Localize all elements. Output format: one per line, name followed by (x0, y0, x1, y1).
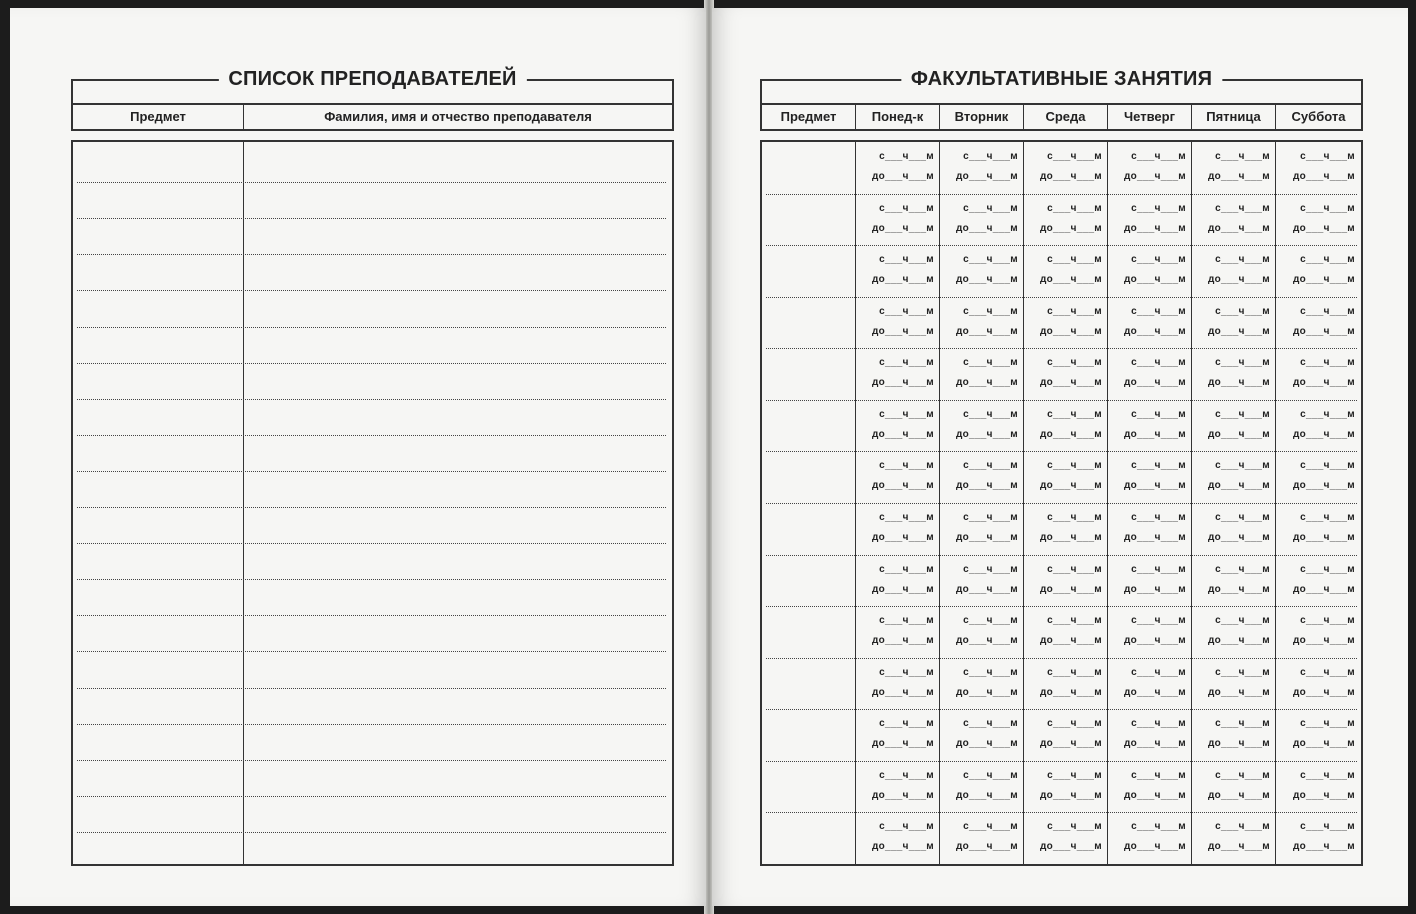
time-slot[interactable] (1024, 142, 1107, 194)
time-slot[interactable] (1108, 451, 1191, 503)
teachers-row-line (77, 399, 666, 400)
electives-col-subject: Предмет (762, 105, 856, 129)
time-from: с___ч___м (963, 460, 1018, 471)
time-slot[interactable] (1024, 555, 1107, 607)
time-from: с___ч___м (1300, 409, 1355, 420)
time-to: до___ч___м (1207, 790, 1270, 801)
time-slot[interactable] (1024, 658, 1107, 710)
time-slot[interactable] (1192, 503, 1275, 555)
time-slot[interactable] (940, 606, 1023, 658)
teachers-col-name: Фамилия, имя и отчество преподавателя (324, 109, 592, 124)
time-to: до___ч___м (955, 738, 1018, 749)
time-to: до___ч___м (1207, 377, 1270, 388)
time-slot[interactable] (940, 245, 1023, 297)
time-slot[interactable] (1108, 606, 1191, 658)
time-slot[interactable] (856, 348, 939, 400)
electives-col-wednesday: Среда (1024, 105, 1108, 129)
teachers-col-subject: Предмет (73, 105, 244, 129)
time-slot[interactable] (856, 297, 939, 349)
time-from: с___ч___м (1300, 512, 1355, 523)
time-from: с___ч___м (1131, 203, 1186, 214)
time-slot[interactable] (940, 555, 1023, 607)
time-slot[interactable] (1108, 142, 1191, 194)
time-slot[interactable] (856, 451, 939, 503)
time-to: до___ч___м (871, 429, 934, 440)
time-from: с___ч___м (1300, 151, 1355, 162)
time-to: до___ч___м (1292, 377, 1355, 388)
time-from: с___ч___м (963, 203, 1018, 214)
time-from: с___ч___м (1215, 203, 1270, 214)
electives-col-friday: Пятница (1192, 105, 1276, 129)
time-from: с___ч___м (1215, 718, 1270, 729)
time-to: до___ч___м (1039, 480, 1102, 491)
time-to: до___ч___м (1123, 274, 1186, 285)
time-slot[interactable] (1192, 451, 1275, 503)
time-from: с___ч___м (1047, 460, 1102, 471)
time-to: до___ч___м (955, 635, 1018, 646)
time-to: до___ч___м (1292, 635, 1355, 646)
time-to: до___ч___м (1123, 480, 1186, 491)
time-to: до___ч___м (1123, 841, 1186, 852)
electives-col-thursday: Четверг (1108, 105, 1192, 129)
time-to: до___ч___м (871, 480, 934, 491)
time-from: с___ч___м (1215, 615, 1270, 626)
time-slot[interactable] (1024, 400, 1107, 452)
teachers-row-line (77, 182, 666, 183)
time-from: с___ч___м (879, 718, 934, 729)
time-slot[interactable] (1192, 709, 1275, 761)
time-slot[interactable] (1024, 451, 1107, 503)
time-from: с___ч___м (1300, 821, 1355, 832)
time-slot[interactable] (1276, 245, 1360, 297)
time-to: до___ч___м (1123, 223, 1186, 234)
time-slot[interactable] (1024, 348, 1107, 400)
time-from: с___ч___м (1215, 821, 1270, 832)
time-slot[interactable] (856, 194, 939, 246)
time-slot[interactable] (1108, 658, 1191, 710)
time-to: до___ч___м (955, 790, 1018, 801)
time-from: с___ч___м (879, 564, 934, 575)
time-slot[interactable] (1276, 400, 1360, 452)
time-to: до___ч___м (1207, 274, 1270, 285)
time-slot[interactable] (1192, 658, 1275, 710)
time-slot[interactable] (1276, 709, 1360, 761)
time-from: с___ч___м (1131, 306, 1186, 317)
time-slot[interactable] (1276, 606, 1360, 658)
time-slot[interactable] (1192, 297, 1275, 349)
time-from: с___ч___м (1047, 615, 1102, 626)
time-slot[interactable] (1276, 194, 1360, 246)
time-from: с___ч___м (879, 409, 934, 420)
time-slot[interactable] (1276, 503, 1360, 555)
time-from: с___ч___м (1300, 667, 1355, 678)
teachers-row-line (77, 218, 666, 219)
electives-table-body (760, 140, 1363, 866)
time-from: с___ч___м (1300, 564, 1355, 575)
time-slot[interactable] (1276, 451, 1360, 503)
time-from: с___ч___м (1131, 460, 1186, 471)
time-from: с___ч___м (879, 357, 934, 368)
time-to: до___ч___м (1123, 377, 1186, 388)
time-from: с___ч___м (1300, 306, 1355, 317)
time-to: до___ч___м (1207, 480, 1270, 491)
time-slot[interactable] (1108, 297, 1191, 349)
time-to: до___ч___м (1039, 274, 1102, 285)
time-to: до___ч___м (1207, 635, 1270, 646)
time-slot[interactable] (1108, 709, 1191, 761)
time-slot[interactable] (940, 709, 1023, 761)
time-from: с___ч___м (1131, 615, 1186, 626)
time-slot[interactable] (1024, 761, 1107, 813)
teachers-row-line (77, 507, 666, 508)
time-from: с___ч___м (879, 151, 934, 162)
time-to: до___ч___м (1292, 790, 1355, 801)
time-from: с___ч___м (963, 254, 1018, 265)
time-to: до___ч___м (871, 841, 934, 852)
time-to: до___ч___м (1039, 584, 1102, 595)
time-to: до___ч___м (955, 274, 1018, 285)
time-slot[interactable] (1276, 142, 1360, 194)
time-from: с___ч___м (1047, 151, 1102, 162)
time-from: с___ч___м (1047, 409, 1102, 420)
time-slot[interactable] (856, 761, 939, 813)
time-slot[interactable] (1276, 658, 1360, 710)
time-slot[interactable] (1108, 400, 1191, 452)
time-from: с___ч___м (879, 306, 934, 317)
time-from: с___ч___м (963, 615, 1018, 626)
teachers-row-line (77, 651, 666, 652)
time-to: до___ч___м (871, 532, 934, 543)
time-to: до___ч___м (955, 480, 1018, 491)
time-from: с___ч___м (879, 615, 934, 626)
time-to: до___ч___м (1123, 790, 1186, 801)
time-from: с___ч___м (879, 512, 934, 523)
time-slot[interactable] (856, 709, 939, 761)
time-slot[interactable] (1276, 297, 1360, 349)
time-to: до___ч___м (955, 223, 1018, 234)
time-slot[interactable] (1276, 348, 1360, 400)
time-to: до___ч___м (1123, 584, 1186, 595)
time-to: до___ч___м (1039, 687, 1102, 698)
time-from: с___ч___м (1047, 254, 1102, 265)
time-to: до___ч___м (1039, 841, 1102, 852)
time-to: до___ч___м (1207, 171, 1270, 182)
time-from: с___ч___м (1047, 770, 1102, 781)
time-from: с___ч___м (1047, 357, 1102, 368)
time-from: с___ч___м (963, 357, 1018, 368)
time-slot[interactable] (856, 658, 939, 710)
teachers-row-line (77, 327, 666, 328)
time-slot[interactable] (940, 658, 1023, 710)
time-to: до___ч___м (1292, 584, 1355, 595)
time-from: с___ч___м (1131, 821, 1186, 832)
time-to: до___ч___м (1039, 429, 1102, 440)
time-to: до___ч___м (1039, 532, 1102, 543)
time-from: с___ч___м (1215, 357, 1270, 368)
time-to: до___ч___м (1292, 738, 1355, 749)
time-slot[interactable] (1024, 503, 1107, 555)
time-slot[interactable] (856, 400, 939, 452)
time-slot[interactable] (1024, 812, 1107, 864)
time-slot[interactable] (1192, 194, 1275, 246)
time-slot[interactable] (1192, 812, 1275, 864)
time-from: с___ч___м (963, 306, 1018, 317)
time-to: до___ч___м (955, 377, 1018, 388)
time-to: до___ч___м (955, 429, 1018, 440)
time-from: с___ч___м (963, 667, 1018, 678)
left-page (10, 8, 706, 906)
time-to: до___ч___м (1039, 326, 1102, 337)
time-slot[interactable] (856, 555, 939, 607)
time-slot[interactable] (856, 503, 939, 555)
time-from: с___ч___м (963, 151, 1018, 162)
time-from: с___ч___м (879, 460, 934, 471)
teachers-row-line (77, 796, 666, 797)
time-slot[interactable] (856, 142, 939, 194)
time-slot[interactable] (1192, 761, 1275, 813)
time-to: до___ч___м (871, 790, 934, 801)
time-from: с___ч___м (1131, 564, 1186, 575)
time-slot[interactable] (856, 606, 939, 658)
time-to: до___ч___м (955, 584, 1018, 595)
teachers-row-line (77, 688, 666, 689)
time-from: с___ч___м (1300, 718, 1355, 729)
electives-title: ФАКУЛЬТАТИВНЫЕ ЗАНЯТИЯ (901, 66, 1222, 92)
time-from: с___ч___м (1300, 357, 1355, 368)
electives-col-saturday: Суббота (1291, 109, 1346, 124)
time-slot[interactable] (1108, 348, 1191, 400)
time-to: до___ч___м (1292, 687, 1355, 698)
time-slot[interactable] (940, 812, 1023, 864)
time-slot[interactable] (940, 348, 1023, 400)
time-from: с___ч___м (963, 770, 1018, 781)
time-from: с___ч___м (1131, 254, 1186, 265)
time-from: с___ч___м (879, 254, 934, 265)
time-slot[interactable] (1192, 555, 1275, 607)
time-to: до___ч___м (955, 171, 1018, 182)
time-to: до___ч___м (1292, 223, 1355, 234)
teachers-row-line (77, 832, 666, 833)
time-to: до___ч___м (1207, 841, 1270, 852)
time-to: до___ч___м (955, 841, 1018, 852)
time-slot[interactable] (940, 297, 1023, 349)
time-slot[interactable] (1024, 245, 1107, 297)
time-slot[interactable] (1024, 194, 1107, 246)
time-from: с___ч___м (1131, 409, 1186, 420)
time-to: до___ч___м (1123, 171, 1186, 182)
time-from: с___ч___м (1131, 512, 1186, 523)
time-to: до___ч___м (871, 584, 934, 595)
time-from: с___ч___м (1215, 151, 1270, 162)
time-slot[interactable] (940, 503, 1023, 555)
time-to: до___ч___м (1039, 790, 1102, 801)
time-to: до___ч___м (871, 223, 934, 234)
time-to: до___ч___м (1207, 429, 1270, 440)
time-to: до___ч___м (1123, 429, 1186, 440)
teachers-title: СПИСОК ПРЕПОДАВАТЕЛЕЙ (218, 66, 526, 92)
time-from: с___ч___м (1300, 203, 1355, 214)
time-from: с___ч___м (1131, 151, 1186, 162)
time-from: с___ч___м (963, 512, 1018, 523)
time-from: с___ч___м (879, 667, 934, 678)
time-to: до___ч___м (1292, 480, 1355, 491)
time-from: с___ч___м (963, 409, 1018, 420)
electives-table-header (760, 68, 1363, 131)
time-slot[interactable] (1108, 245, 1191, 297)
teachers-table-body (71, 140, 674, 866)
time-from: с___ч___м (879, 203, 934, 214)
time-slot[interactable] (1024, 297, 1107, 349)
time-to: до___ч___м (871, 326, 934, 337)
teachers-row-line (77, 724, 666, 725)
time-from: с___ч___м (1047, 306, 1102, 317)
time-from: с___ч___м (1047, 718, 1102, 729)
teachers-row-line (77, 579, 666, 580)
time-to: до___ч___м (871, 738, 934, 749)
time-from: с___ч___м (963, 718, 1018, 729)
time-from: с___ч___м (1047, 203, 1102, 214)
time-from: с___ч___м (1215, 564, 1270, 575)
teachers-row-line (77, 363, 666, 364)
time-to: до___ч___м (1207, 532, 1270, 543)
time-to: до___ч___м (1207, 687, 1270, 698)
time-from: с___ч___м (1215, 460, 1270, 471)
time-to: до___ч___м (955, 687, 1018, 698)
time-to: до___ч___м (871, 635, 934, 646)
time-slot[interactable] (1276, 555, 1360, 607)
time-from: с___ч___м (1131, 718, 1186, 729)
time-from: с___ч___м (1300, 770, 1355, 781)
teachers-row-line (77, 435, 666, 436)
time-to: до___ч___м (1039, 738, 1102, 749)
time-slot[interactable] (940, 194, 1023, 246)
time-from: с___ч___м (1215, 254, 1270, 265)
time-slot[interactable] (1108, 555, 1191, 607)
time-from: с___ч___м (1131, 667, 1186, 678)
time-from: с___ч___м (1215, 306, 1270, 317)
time-slot[interactable] (1108, 503, 1191, 555)
time-to: до___ч___м (871, 171, 934, 182)
time-from: с___ч___м (963, 564, 1018, 575)
time-to: до___ч___м (871, 687, 934, 698)
time-from: с___ч___м (879, 770, 934, 781)
electives-col-monday: Понед-к (856, 105, 940, 129)
time-to: до___ч___м (1292, 429, 1355, 440)
teachers-table-header (71, 68, 674, 131)
time-to: до___ч___м (1123, 687, 1186, 698)
time-to: до___ч___м (1123, 738, 1186, 749)
time-slot[interactable] (940, 400, 1023, 452)
time-slot[interactable] (1192, 142, 1275, 194)
time-from: с___ч___м (1131, 357, 1186, 368)
time-slot[interactable] (1108, 761, 1191, 813)
time-from: с___ч___м (1215, 409, 1270, 420)
right-page (712, 8, 1408, 906)
teachers-row-line (77, 471, 666, 472)
time-slot[interactable] (1024, 606, 1107, 658)
time-to: до___ч___м (1292, 532, 1355, 543)
time-slot[interactable] (1276, 812, 1360, 864)
time-from: с___ч___м (1215, 667, 1270, 678)
time-from: с___ч___м (1047, 564, 1102, 575)
time-to: до___ч___м (1039, 635, 1102, 646)
time-from: с___ч___м (1047, 667, 1102, 678)
time-slot[interactable] (1192, 606, 1275, 658)
time-from: с___ч___м (1131, 770, 1186, 781)
time-to: до___ч___м (1207, 738, 1270, 749)
time-to: до___ч___м (1207, 584, 1270, 595)
time-from: с___ч___м (1047, 512, 1102, 523)
time-to: до___ч___м (955, 326, 1018, 337)
time-to: до___ч___м (1039, 223, 1102, 234)
time-to: до___ч___м (1123, 532, 1186, 543)
time-to: до___ч___м (871, 377, 934, 388)
teachers-row-line (77, 543, 666, 544)
time-from: с___ч___м (879, 821, 934, 832)
time-from: с___ч___м (1300, 460, 1355, 471)
time-slot[interactable] (1108, 194, 1191, 246)
time-to: до___ч___м (955, 532, 1018, 543)
time-slot[interactable] (940, 761, 1023, 813)
time-to: до___ч___м (1039, 377, 1102, 388)
time-slot[interactable] (1108, 812, 1191, 864)
time-to: до___ч___м (1039, 171, 1102, 182)
time-from: с___ч___м (1215, 512, 1270, 523)
time-from: с___ч___м (963, 821, 1018, 832)
time-slot[interactable] (940, 142, 1023, 194)
time-to: до___ч___м (1123, 326, 1186, 337)
time-slot[interactable] (856, 245, 939, 297)
time-from: с___ч___м (1300, 615, 1355, 626)
time-slot[interactable] (1192, 245, 1275, 297)
time-to: до___ч___м (1292, 326, 1355, 337)
teachers-row-line (77, 290, 666, 291)
time-slot[interactable] (856, 812, 939, 864)
time-to: до___ч___м (871, 274, 934, 285)
teachers-row-line (77, 254, 666, 255)
time-slot[interactable] (1276, 761, 1360, 813)
teachers-column-divider (243, 142, 244, 864)
time-from: с___ч___м (1215, 770, 1270, 781)
time-to: до___ч___м (1292, 841, 1355, 852)
time-from: с___ч___м (1047, 821, 1102, 832)
time-to: до___ч___м (1292, 274, 1355, 285)
time-from: с___ч___м (1300, 254, 1355, 265)
time-to: до___ч___м (1207, 223, 1270, 234)
teachers-row-line (77, 760, 666, 761)
time-slot[interactable] (940, 451, 1023, 503)
electives-col-tuesday: Вторник (940, 105, 1024, 129)
time-slot[interactable] (1192, 348, 1275, 400)
time-to: до___ч___м (1292, 171, 1355, 182)
teachers-row-line (77, 615, 666, 616)
time-to: до___ч___м (1207, 326, 1270, 337)
time-to: до___ч___м (1123, 635, 1186, 646)
time-slot[interactable] (1024, 709, 1107, 761)
time-slot[interactable] (1192, 400, 1275, 452)
